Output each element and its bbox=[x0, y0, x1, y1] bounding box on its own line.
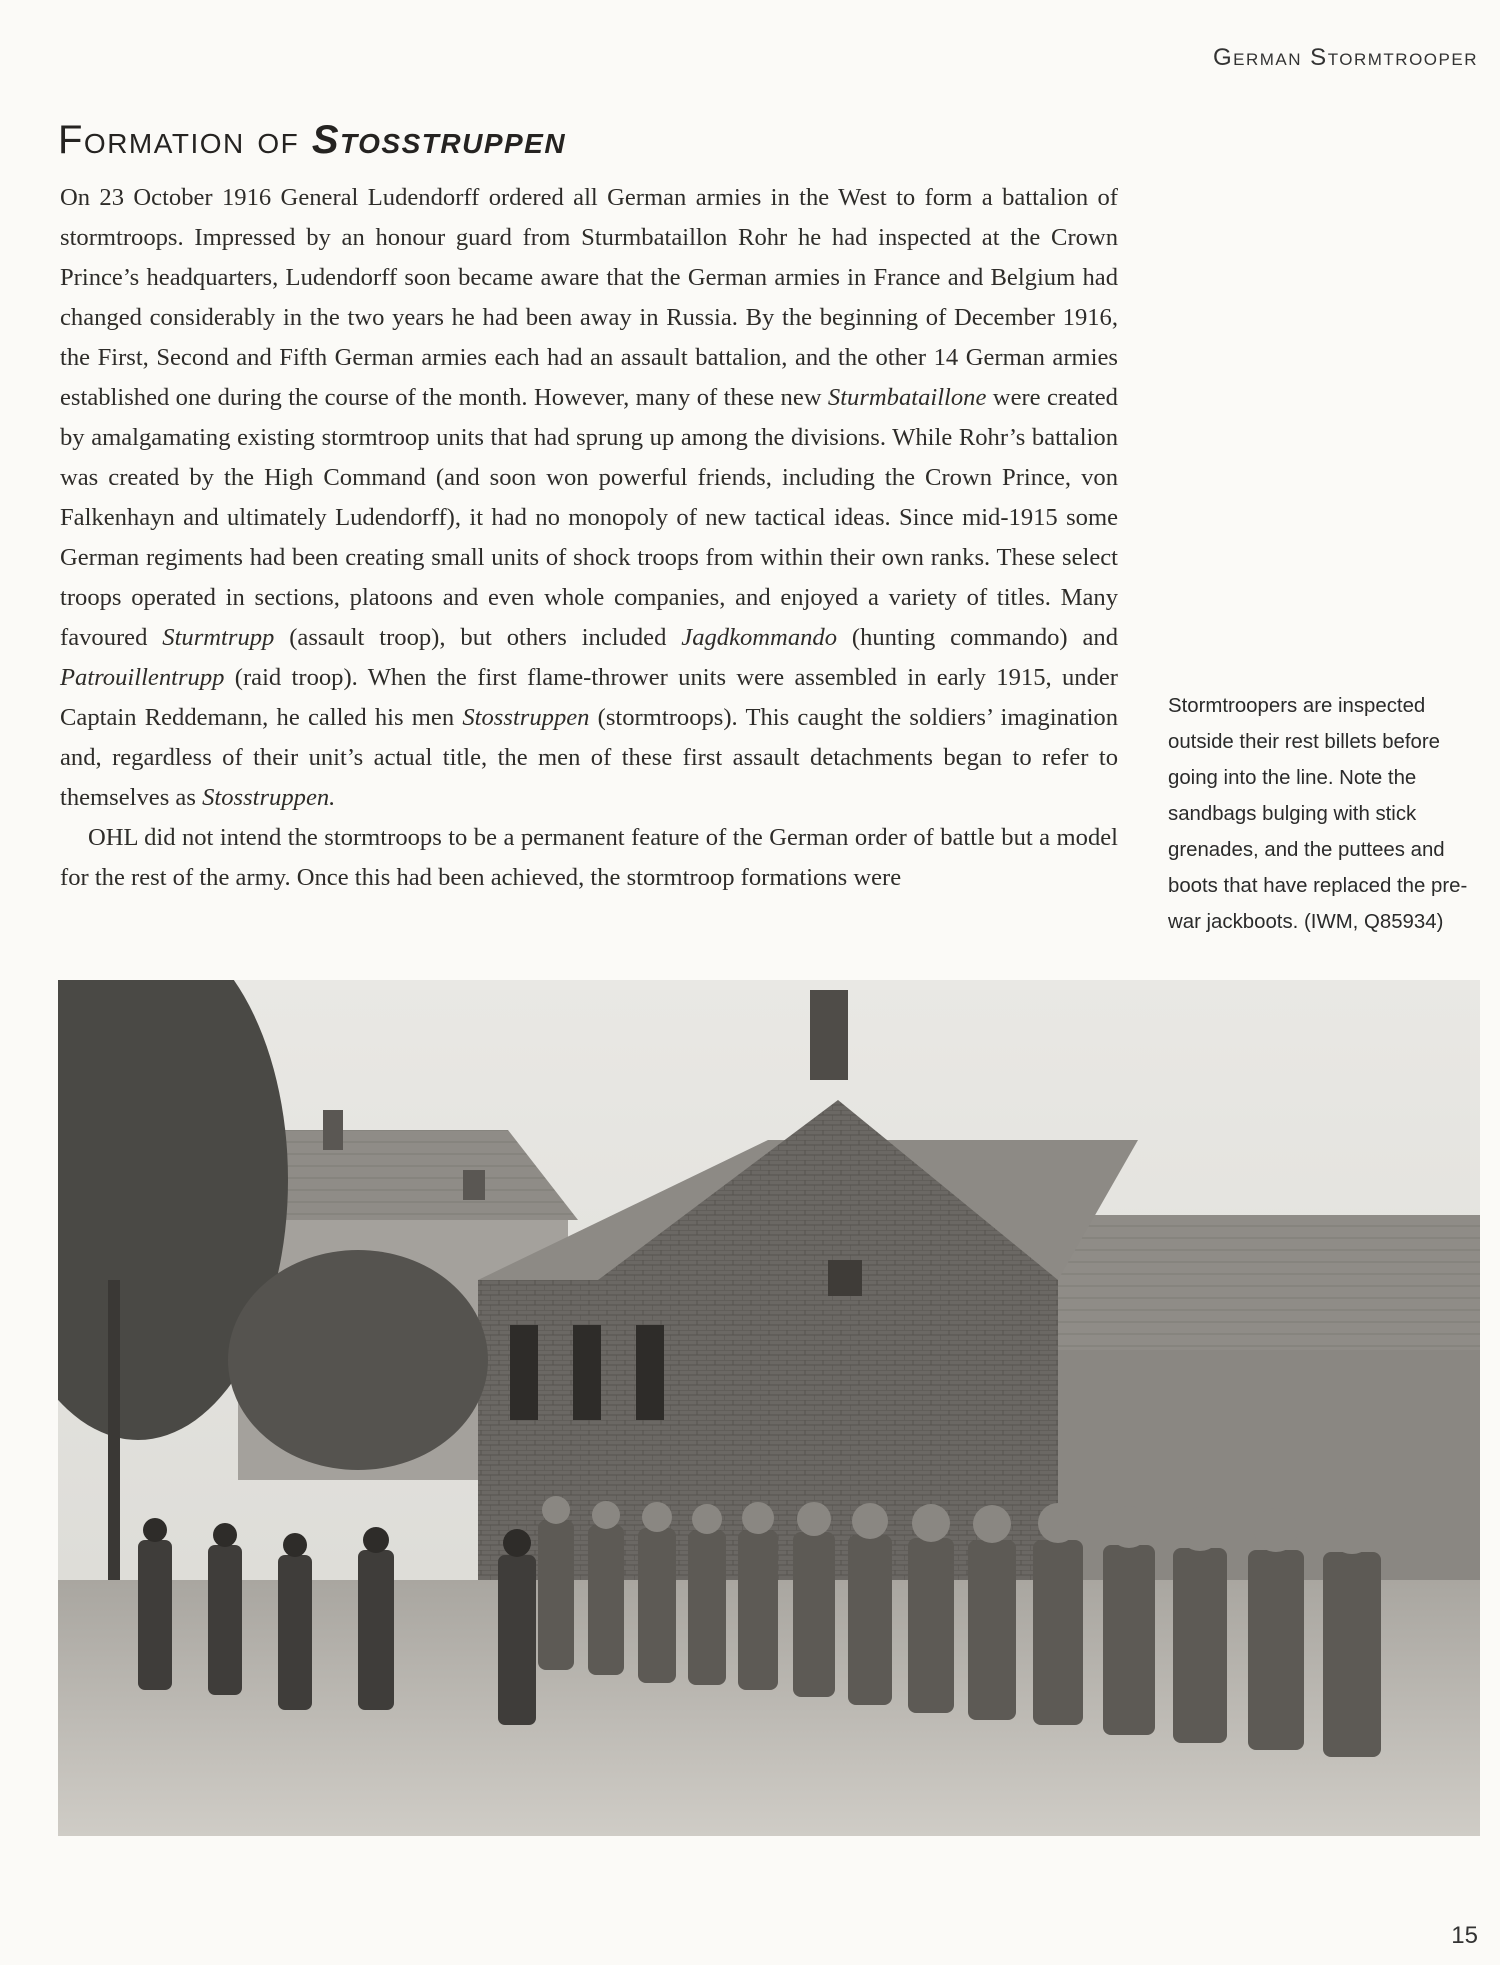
italic-term: Patrouillentrupp bbox=[60, 664, 225, 691]
stormtroopers-inspection-photo bbox=[58, 980, 1480, 1836]
text-run: (stormtroops). This caught the soldiers’ imagination and, regardless of their unit’s actual title, the men of these first assault detachments began to refer to themselves as bbox=[60, 704, 1118, 811]
photo-caption: Stormtroopers are inspected outside their rest billets before going into the line. Note the sandbags bulging with stick grenades, and the puttees and boots that have replaced the pre-war jackboots. (IWM, Q85934) bbox=[1168, 695, 1468, 933]
page-number: 15 bbox=[1451, 1922, 1478, 1949]
running-head: German Stormtrooper bbox=[1212, 44, 1478, 71]
text-run: (raid troop). When the first flame-thrower units were assembled in early 1915, under Captain Reddemann, he called his men bbox=[60, 664, 1118, 731]
photo-illustration bbox=[58, 980, 1480, 1836]
italic-term: Stosstruppen bbox=[462, 704, 590, 731]
italic-term: Sturmbataillone bbox=[827, 384, 987, 411]
section-title-plain: Formation of bbox=[58, 118, 312, 162]
text-run: OHL did not intend the stormtroops to be a permanent feature of the German order of battle but a model for the rest of the army. Once this had been achieved, the stormtroop formations were bbox=[60, 824, 1118, 891]
section-title bbox=[58, 118, 566, 163]
italic-term: Stosstruppen. bbox=[202, 784, 336, 811]
italic-term: Jagdkommando bbox=[681, 624, 838, 651]
body-text bbox=[60, 178, 1118, 898]
text-run: (hunting commando) and bbox=[837, 624, 1118, 651]
body-paragraph-2 bbox=[60, 818, 1118, 898]
text-run: (assault troop), but others included bbox=[274, 624, 682, 651]
text-run: On 23 October 1916 General Ludendorff ordered all German armies in the West to form a battalion of stormtroops. Impressed by an honour guard from Sturmbataillon Rohr he had inspected at the Crown Prince’s headquarters, Ludendorff soon became aware that the German armies in France and Belgium had changed considerably in the two years he had been away in Russia. By the beginning of December 1916, the First, Second and Fifth German armies each had an assault battalion, and the other 14 German armies established one during the course of the month. However, many of these new bbox=[60, 184, 1118, 411]
section-title-emphasis: Stosstruppen bbox=[311, 118, 567, 162]
text-run: were created by amalgamating existing stormtroop units that had sprung up among the divisions. While Rohr’s battalion was created by the High Command (and soon won powerful friends, including the Crown Prince, von Falkenhayn and ultimately Ludendorff), it had no monopoly of new tactical ideas. Since mid-1915 some German regiments had been creating small units of shock troops from within their own ranks. These select troops operated in sections, platoons and even whole companies, and enjoyed a variety of titles. Many favoured bbox=[60, 384, 1118, 651]
body-paragraph-1 bbox=[60, 178, 1118, 818]
italic-term: Sturmtrupp bbox=[162, 624, 275, 651]
